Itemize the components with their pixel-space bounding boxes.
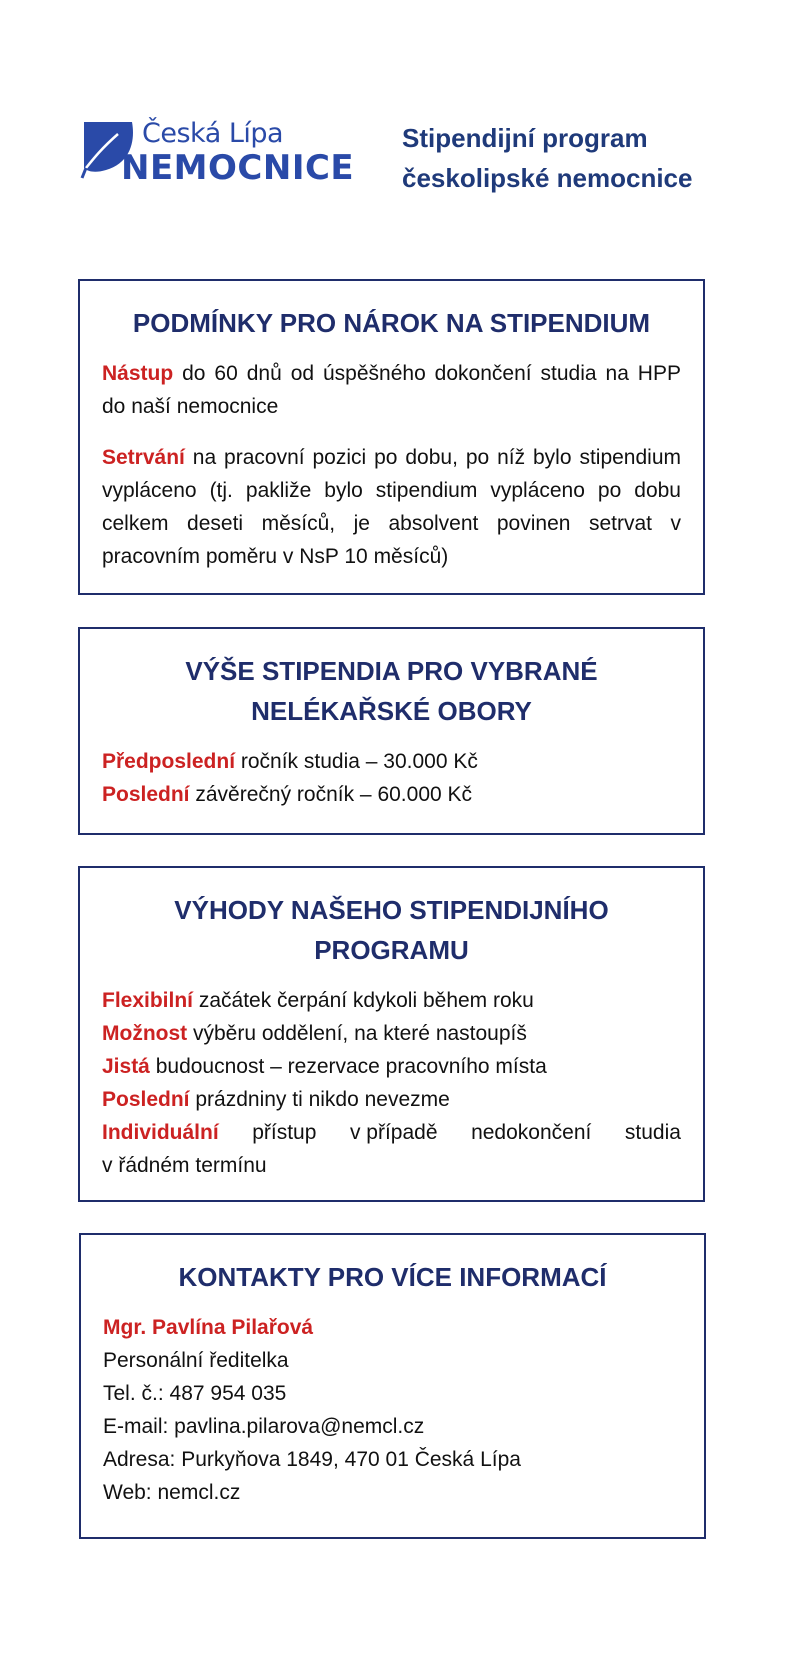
benefit-text-holidays: prázdniny ti nikdo nevezme [189, 1088, 450, 1111]
benefit-text-choice: výběru oddělení, na které nastoupíš [187, 1022, 527, 1045]
contact-address: Adresa: Purkyňova 1849, 470 01 Česká Lípa [103, 1448, 521, 1471]
amount-title-line2: NELÉKAŘSKÉ OBORY [251, 696, 532, 726]
condition-key-retention: Setrvání [102, 446, 185, 469]
program-title-line1: Stipendijní program [402, 123, 648, 153]
condition-item-retention [102, 441, 681, 573]
benefit-item-flexible [102, 984, 681, 1017]
benefit-text-individual-line2: v řádném termínu [102, 1154, 267, 1177]
program-title [402, 118, 692, 198]
benefit-word-2: v případě [349, 1121, 438, 1144]
contacts-title: KONTAKTY PRO VÍCE INFORMACÍ [178, 1262, 607, 1292]
amount-title-line1: VÝŠE STIPENDIA PRO VYBRANÉ [185, 656, 598, 686]
condition-item-start [102, 357, 681, 423]
benefit-word-3: nedokončení [471, 1121, 592, 1144]
amount-text-final: závěrečný ročník – 60.000 Kč [189, 783, 473, 806]
condition-text-retention: na pracovní pozici po dobu, po níž bylo stipendium vypláceno (tj. pakliže bylo stipendium vypláceno po dobu celkem deseti měsíců, je absolvent povinen setrvat v pracovním poměru v NsP 10 měsíců) [102, 446, 681, 568]
condition-key-start: Nástup [102, 362, 174, 385]
benefit-item-individual [102, 1116, 681, 1149]
benefit-word-4: studia [624, 1121, 681, 1144]
amount-key-final: Poslední [102, 783, 190, 806]
conditions-box [78, 279, 705, 595]
hospital-logo [80, 116, 380, 191]
benefit-key-choice: Možnost [102, 1022, 188, 1045]
benefit-word-1: přístup [252, 1121, 317, 1144]
benefits-title-line2: PROGRAMU [314, 935, 469, 965]
amount-box [78, 627, 705, 835]
benefit-item-choice [102, 1017, 681, 1050]
amount-key-penultimate: Předposlední [102, 750, 236, 773]
benefit-text-secure: budoucnost – rezervace pracovního místa [149, 1055, 547, 1078]
program-title-line2: českolipské nemocnice [402, 163, 693, 193]
amount-item-final [102, 778, 681, 811]
conditions-title: PODMÍNKY PRO NÁROK NA STIPENDIUM [132, 308, 651, 338]
benefit-key-individual: Individuální [102, 1121, 219, 1144]
benefits-box [78, 866, 705, 1202]
logo-text-top: Česká Lípa [142, 118, 284, 149]
condition-text-start: do 60 dnů od úspěšného dokončení studia na HPP do naší nemocnice [102, 362, 681, 418]
contact-role: Personální ředitelka [103, 1349, 289, 1372]
contact-email: E-mail: pavlina.pilarova@nemcl.cz [103, 1415, 425, 1438]
benefits-title [102, 890, 681, 970]
contact-name: Mgr. Pavlína Pilařová [103, 1316, 314, 1339]
benefit-key-holidays: Poslední [102, 1088, 190, 1111]
header [0, 0, 788, 230]
amount-title [102, 651, 681, 731]
amount-text-penultimate: ročník studia – 30.000 Kč [235, 750, 478, 773]
contact-web: Web: nemcl.cz [103, 1481, 241, 1504]
logo-text-bottom: NEMOCNICE [121, 148, 355, 188]
benefits-title-line1: VÝHODY NAŠEHO STIPENDIJNÍHO [174, 895, 609, 925]
benefit-key-flexible: Flexibilní [102, 989, 194, 1012]
contact-phone: Tel. č.: 487 954 035 [103, 1382, 287, 1405]
benefit-key-secure: Jistá [102, 1055, 150, 1078]
contacts-box [79, 1233, 706, 1539]
benefit-item-holidays [102, 1083, 681, 1116]
amount-item-penultimate [102, 745, 681, 778]
benefit-item-secure [102, 1050, 681, 1083]
benefit-text-flexible: začátek čerpání kdykoli během roku [193, 989, 534, 1012]
